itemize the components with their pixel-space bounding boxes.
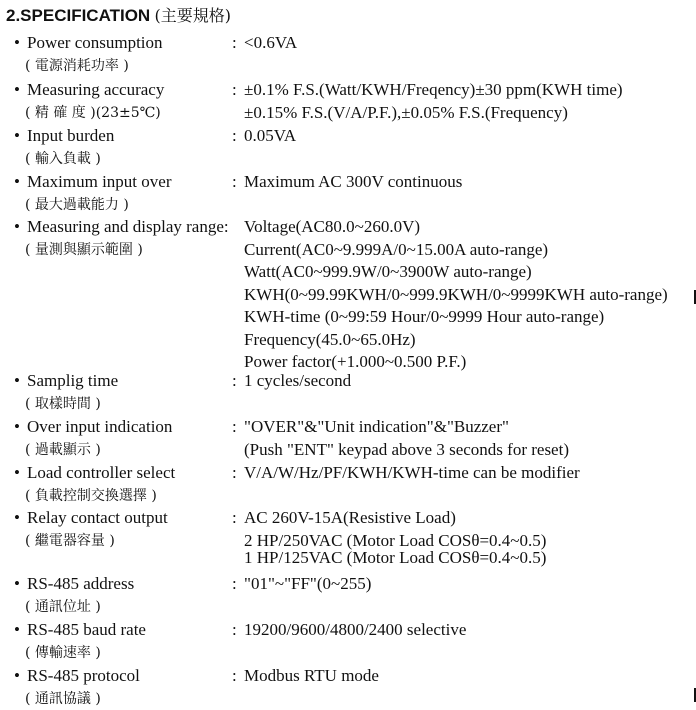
- spec-value: 2 HP/250VAC (Motor Load COSθ=0.4~0.5): [244, 531, 547, 550]
- spec-value: 1 HP/125VAC (Motor Load COSθ=0.4~0.5): [244, 548, 547, 567]
- spec-value: "OVER"&"Unit indication"&"Buzzer": [244, 417, 509, 436]
- bullet: •: [14, 371, 20, 390]
- spec-label: Input burden: [27, 126, 115, 145]
- spec-value: Frequency(45.0~65.0Hz): [244, 330, 416, 349]
- spec-value: ±0.1% F.S.(Watt/KWH/Freqency)±30 ppm(KWH time): [244, 80, 623, 99]
- bullet: •: [14, 172, 20, 191]
- spec-sublabel: ( 量測與顯示範圍 ): [25, 242, 143, 258]
- spec-colon: :: [232, 666, 237, 685]
- spec-sublabel: ( 負載控制交換選擇 ): [25, 488, 157, 504]
- spec-label: RS-485 baud rate: [27, 620, 146, 639]
- spec-sublabel: ( 通訊協議 ): [25, 691, 101, 707]
- spec-label: Power consumption: [27, 33, 163, 52]
- spec-sublabel: ( 輸入負載 ): [25, 151, 101, 167]
- spec-sublabel: ( 電源消耗功率 ): [25, 58, 129, 74]
- spec-value: Current(AC0~9.999A/0~15.00A auto-range): [244, 240, 549, 259]
- spec-value: V/A/W/Hz/PF/KWH/KWH-time can be modifier: [244, 463, 580, 482]
- spec-sublabel: ( 取樣時間 ): [25, 396, 101, 412]
- spec-label: RS-485 address: [27, 574, 135, 593]
- bullet: •: [14, 666, 20, 685]
- spec-colon: :: [232, 417, 237, 436]
- spec-value: Maximum AC 300V continuous: [244, 172, 463, 191]
- spec-label: RS-485 protocol: [27, 666, 140, 685]
- spec-colon: :: [232, 620, 237, 639]
- spec-value: KWH-time (0~99:59 Hour/0~9999 Hour auto-range): [244, 307, 605, 326]
- spec-sublabel: ( 過載顯示 ): [25, 442, 101, 458]
- section-title: 2.SPECIFICATION: [6, 6, 151, 25]
- spec-value: Power factor(+1.000~0.500 P.F.): [244, 352, 467, 371]
- spec-value: Voltage(AC80.0~260.0V): [244, 217, 421, 236]
- spec-sublabel: ( 精 確 度 )(23±5℃): [25, 105, 161, 121]
- spec-colon: :: [232, 80, 237, 99]
- spec-sublabel: ( 通訊位址 ): [25, 599, 101, 615]
- bullet: •: [14, 217, 20, 236]
- spec-colon: :: [232, 508, 237, 527]
- spec-label: Measuring and display range:: [27, 217, 229, 236]
- spec-sublabel: ( 繼電器容量 ): [25, 533, 115, 549]
- spec-value: (Push "ENT" keypad above 3 seconds for reset): [244, 440, 569, 459]
- bullet: •: [14, 80, 20, 99]
- spec-sublabel: ( 最大過載能力 ): [25, 197, 129, 213]
- spec-label: Over input indication: [27, 417, 173, 436]
- spec-value: KWH(0~99.99KWH/0~999.9KWH/0~9999KWH auto-range): [244, 285, 668, 304]
- spec-colon: :: [232, 371, 237, 390]
- spec-value: AC 260V-15A(Resistive Load): [244, 508, 456, 527]
- spec-value: "01"~"FF"(0~255): [244, 574, 372, 593]
- spec-sublabel: ( 傳輸速率 ): [25, 645, 101, 661]
- spec-label: Relay contact output: [27, 508, 168, 527]
- bullet: •: [14, 620, 20, 639]
- spec-value: 19200/9600/4800/2400 selective: [244, 620, 467, 639]
- bullet: •: [14, 417, 20, 436]
- spec-value: 1 cycles/second: [244, 371, 352, 390]
- bullet: •: [14, 463, 20, 482]
- spec-colon: :: [232, 172, 237, 191]
- spec-label: Samplig time: [27, 371, 119, 390]
- spec-value: ±0.15% F.S.(V/A/P.F.),±0.05% F.S.(Frequency): [244, 103, 568, 122]
- spec-colon: :: [232, 33, 237, 52]
- spec-value: <0.6VA: [244, 33, 298, 52]
- bullet: •: [14, 126, 20, 145]
- spec-value: 0.05VA: [244, 126, 297, 145]
- spec-label: Measuring accuracy: [27, 80, 165, 99]
- bullet: •: [14, 33, 20, 52]
- spec-colon: :: [232, 463, 237, 482]
- bullet: •: [14, 508, 20, 527]
- section-heading: [6, 5, 231, 27]
- spec-value: Watt(AC0~999.9W/0~3900W auto-range): [244, 262, 532, 281]
- spec-label: Load controller select: [27, 463, 176, 482]
- bullet: •: [14, 574, 20, 593]
- section-title-cjk: (主要規格): [154, 6, 231, 25]
- spec-value: Modbus RTU mode: [244, 666, 379, 685]
- spec-colon: :: [232, 126, 237, 145]
- spec-label: Maximum input over: [27, 172, 172, 191]
- spec-colon: :: [232, 574, 237, 593]
